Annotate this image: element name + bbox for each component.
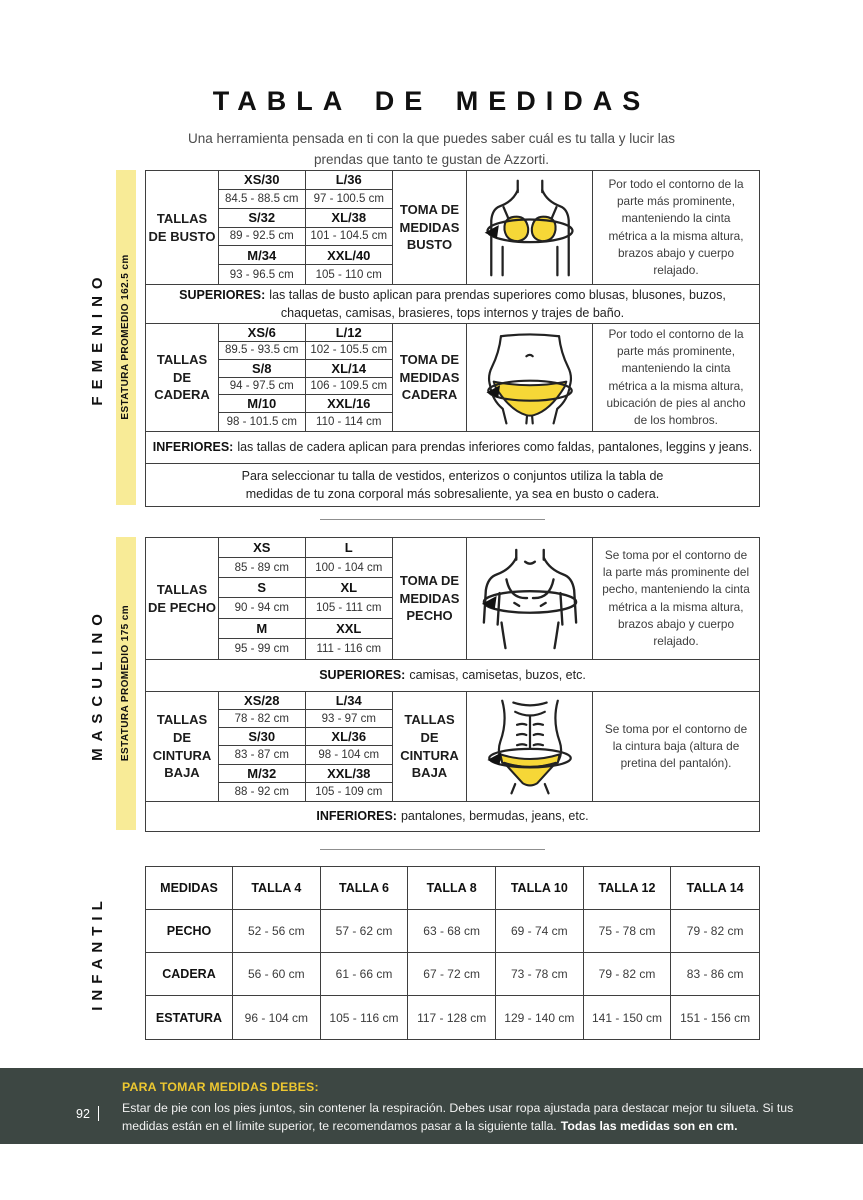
male-chest-illustration-icon xyxy=(471,546,589,652)
range-cell: 94 - 97.5 cm xyxy=(219,378,306,396)
cadera-description: Por todo el contorno de la parte más prominente, manteniendo la cinta métrica a la misma altura, ubicación de pies al ancho de los hombros. xyxy=(606,327,746,427)
range-cell: 105 - 110 cm xyxy=(315,268,382,281)
femenino-inferiores-note xyxy=(146,431,759,463)
subtitle-line-1: Una herramienta pensada en ti con la que puedes saber cuál es tu talla y lucir las xyxy=(187,131,676,146)
masculino-superiores-note xyxy=(146,659,759,691)
cintura-description: Se toma por el contorno de la cintura baja (altura de pretina del pantalón). xyxy=(604,721,748,771)
size-cell: XS/30 xyxy=(219,171,306,190)
size-cell: XL xyxy=(306,578,393,598)
masculino-table xyxy=(145,537,760,832)
column-header: TALLA 8 xyxy=(408,867,496,910)
value-cell: 96 - 104 cm xyxy=(233,996,321,1039)
value-cell: 83 - 86 cm xyxy=(671,953,759,996)
femenino-height-note: ESTATURA PROMEDIO 162.5 cm xyxy=(120,254,131,420)
size-cell: S xyxy=(219,578,306,598)
size-cell: XS xyxy=(219,538,306,558)
column-header: TALLA 6 xyxy=(321,867,409,910)
inferiores-label: INFERIORES: xyxy=(316,809,397,824)
range-cell: 111 - 116 cm xyxy=(316,642,382,655)
value-cell: 73 - 78 cm xyxy=(496,953,584,996)
cadera-figure-cell xyxy=(467,324,593,431)
cadera-size-grid xyxy=(219,324,393,431)
cintura-toma-label: TALLAS DE CINTURA BAJA xyxy=(393,692,467,801)
cadera-row-label: TALLAS DE CADERA xyxy=(146,324,219,431)
section-divider xyxy=(320,519,545,520)
range-cell: 100 - 104 cm xyxy=(306,558,393,578)
pecho-figure-cell xyxy=(467,538,593,659)
male-lower-waist-illustration-icon xyxy=(474,697,586,797)
inferiores-label: INFERIORES: xyxy=(152,440,234,455)
size-cell: S/32 xyxy=(219,209,306,228)
value-cell: 56 - 60 cm xyxy=(233,953,321,996)
range-cell: 110 - 114 cm xyxy=(316,416,382,429)
cintura-row xyxy=(146,691,759,801)
range-cell: 102 - 105.5 cm xyxy=(306,342,393,360)
range-cell: 105 - 109 cm xyxy=(315,785,383,798)
cintura-size-grid xyxy=(219,692,393,801)
size-cell: L/34 xyxy=(306,692,393,710)
size-cell: XL/14 xyxy=(306,360,393,378)
range-cell: 90 - 94 cm xyxy=(219,598,306,618)
size-cell: XS/6 xyxy=(219,324,306,342)
page-number xyxy=(76,1106,99,1121)
value-cell: 79 - 82 cm xyxy=(671,910,759,953)
page-header xyxy=(0,86,863,171)
value-cell: 61 - 66 cm xyxy=(321,953,409,996)
value-cell: 52 - 56 cm xyxy=(233,910,321,953)
value-cell: 75 - 78 cm xyxy=(584,910,672,953)
section-divider xyxy=(320,849,545,850)
value-cell: 67 - 72 cm xyxy=(408,953,496,996)
range-cell: 88 - 92 cm xyxy=(219,783,306,801)
female-hips-illustration-icon xyxy=(474,329,586,427)
size-cell: M/32 xyxy=(219,765,306,783)
pecho-size-grid xyxy=(219,538,393,659)
page-number-divider xyxy=(98,1106,99,1121)
inferiores-text: pantalones, bermudas, jeans, etc. xyxy=(400,809,589,824)
subtitle-line-2: prendas que tanto te gustan de Azzorti. xyxy=(314,151,549,167)
size-cell: S/8 xyxy=(219,360,306,378)
size-cell: XXL/38 xyxy=(306,765,393,783)
section-infantil xyxy=(0,866,863,1040)
range-cell: 93 - 97 cm xyxy=(306,710,393,728)
size-cell: XXL/16 xyxy=(306,395,393,413)
size-cell: XL/36 xyxy=(306,728,393,746)
masculino-vertical-label: MASCULINO xyxy=(89,607,106,761)
pecho-row-label: TALLAS DE PECHO xyxy=(146,538,219,659)
size-cell: XL/38 xyxy=(306,209,393,228)
range-cell: 98 - 101.5 cm xyxy=(219,413,306,431)
footer-bar xyxy=(0,1068,863,1144)
footer-content xyxy=(122,1080,828,1136)
cadera-row xyxy=(146,323,759,431)
femenino-superiores-note xyxy=(146,284,759,323)
footer-line-2-text: medidas están en el límite superior, te recomendamos pasar a la siguiente talla. xyxy=(122,1119,557,1134)
range-cell: 97 - 100.5 cm xyxy=(306,190,393,209)
section-masculino xyxy=(0,537,863,830)
range-cell: 83 - 87 cm xyxy=(219,746,306,764)
section-femenino xyxy=(0,170,863,505)
pecho-row xyxy=(146,538,759,659)
pecho-toma-label: TOMA DE MEDIDAS PECHO xyxy=(393,538,467,659)
femenino-table xyxy=(145,170,760,507)
size-cell: M/34 xyxy=(219,246,306,265)
size-cell: M/10 xyxy=(219,395,306,413)
inferiores-text: las tallas de cadera aplican para prendas inferiores como faldas, pantalones, leggins y jeans. xyxy=(237,440,753,455)
female-bust-illustration-icon xyxy=(472,177,588,279)
column-header: TALLA 14 xyxy=(671,867,759,910)
size-cell: L/36 xyxy=(306,171,393,190)
superiores-text: camisas, camisetas, buzos, etc. xyxy=(409,668,586,683)
footer-line-2 xyxy=(122,1117,828,1135)
range-cell: 89 - 92.5 cm xyxy=(219,228,306,247)
page-title: TABLA DE MEDIDAS xyxy=(212,86,651,116)
page-subtitle xyxy=(0,129,863,171)
superiores-label: SUPERIORES: xyxy=(179,287,266,302)
value-cell: 151 - 156 cm xyxy=(680,1010,751,1025)
value-cell: 141 - 150 cm xyxy=(584,996,672,1039)
column-header: TALLA 4 xyxy=(233,867,321,910)
size-cell: S/30 xyxy=(219,728,306,746)
value-cell: 129 - 140 cm xyxy=(496,996,584,1039)
size-cell: L/12 xyxy=(306,324,393,342)
value-cell: 117 - 128 cm xyxy=(408,996,496,1039)
range-cell: 89.5 - 93.5 cm xyxy=(219,342,306,360)
cadera-toma-label: TOMA DE MEDIDAS CADERA xyxy=(393,324,467,431)
page-number-value: 92 xyxy=(76,1106,90,1121)
column-header: TALLA 12 xyxy=(584,867,672,910)
busto-row-label: TALLAS DE BUSTO xyxy=(146,171,219,284)
value-cell: 57 - 62 cm xyxy=(321,910,409,953)
range-cell: 101 - 104.5 cm xyxy=(306,228,393,247)
superiores-label: SUPERIORES: xyxy=(319,668,406,683)
size-cell: XXL xyxy=(306,619,393,639)
superiores-text: las tallas de busto aplican para prendas superiores como blusas, blusones, buzos, chaquetas, camisas, brasieres, tops internos y trajes de baño. xyxy=(269,287,726,320)
busto-row xyxy=(146,171,759,284)
range-cell: 106 - 109.5 cm xyxy=(306,378,393,396)
footer-heading: PARA TOMAR MEDIDAS DEBES: xyxy=(122,1080,319,1094)
row-header: PECHO xyxy=(146,910,233,953)
size-cell: L xyxy=(306,538,393,558)
range-cell: 98 - 104 cm xyxy=(306,746,393,764)
size-cell: M xyxy=(219,619,306,639)
row-header: ESTATURA xyxy=(146,996,233,1039)
size-cell: XXL/40 xyxy=(306,246,393,265)
busto-size-grid xyxy=(219,171,393,284)
value-cell: 69 - 74 cm xyxy=(496,910,584,953)
column-header: TALLA 10 xyxy=(496,867,584,910)
pecho-description: Se toma por el contorno de la parte más prominente del pecho, manteniendo la cinta métrica a la misma altura, brazos abajo y cuerpo relajado. xyxy=(602,548,750,648)
masculino-height-note: ESTATURA PROMEDIO 175 cm xyxy=(120,604,131,762)
cintura-figure-cell xyxy=(467,692,593,801)
range-cell: 95 - 99 cm xyxy=(219,639,306,659)
range-cell: 105 - 111 cm xyxy=(306,598,393,618)
femenino-vertical-label: FEMENINO xyxy=(89,270,106,406)
masculino-inferiores-note xyxy=(146,801,759,831)
range-cell: 93 - 96.5 cm xyxy=(219,265,306,284)
busto-toma-label: TOMA DE MEDIDAS BUSTO xyxy=(393,171,467,284)
busto-description: Por todo el contorno de la parte más prominente, manteniendo la cinta métrica a la misma altura, brazos abajo y cuerpo relajado. xyxy=(608,177,744,277)
infantil-table xyxy=(145,866,760,1040)
range-cell: 78 - 82 cm xyxy=(219,710,306,728)
range-cell: 84.5 - 88.5 cm xyxy=(219,190,306,209)
row-header: CADERA xyxy=(146,953,233,996)
infantil-vertical-label: INFANTIL xyxy=(89,895,106,1011)
value-cell: 105 - 116 cm xyxy=(321,996,409,1039)
value-cell: 63 - 68 cm xyxy=(408,910,496,953)
footer-line-1: Estar de pie con los pies juntos, sin contener la respiración. Debes usar ropa ajustada para destacar mejor tu silueta. Si tus xyxy=(122,1101,794,1115)
femenino-selection-note: Para seleccionar tu talla de vestidos, enterizos o conjuntos utiliza la tabla de medidas de tu zona corporal más sobresaliente, ya sea en busto o cadera. xyxy=(146,463,759,506)
cintura-row-label: TALLAS DE CINTURA BAJA xyxy=(146,692,219,801)
footer-line-2-bold: Todas las medidas son en cm. xyxy=(560,1119,738,1134)
size-cell: XS/28 xyxy=(219,692,306,710)
value-cell: 79 - 82 cm xyxy=(584,953,672,996)
column-header: MEDIDAS xyxy=(146,867,233,910)
busto-figure-cell xyxy=(467,171,593,284)
range-cell: 85 - 89 cm xyxy=(219,558,306,578)
